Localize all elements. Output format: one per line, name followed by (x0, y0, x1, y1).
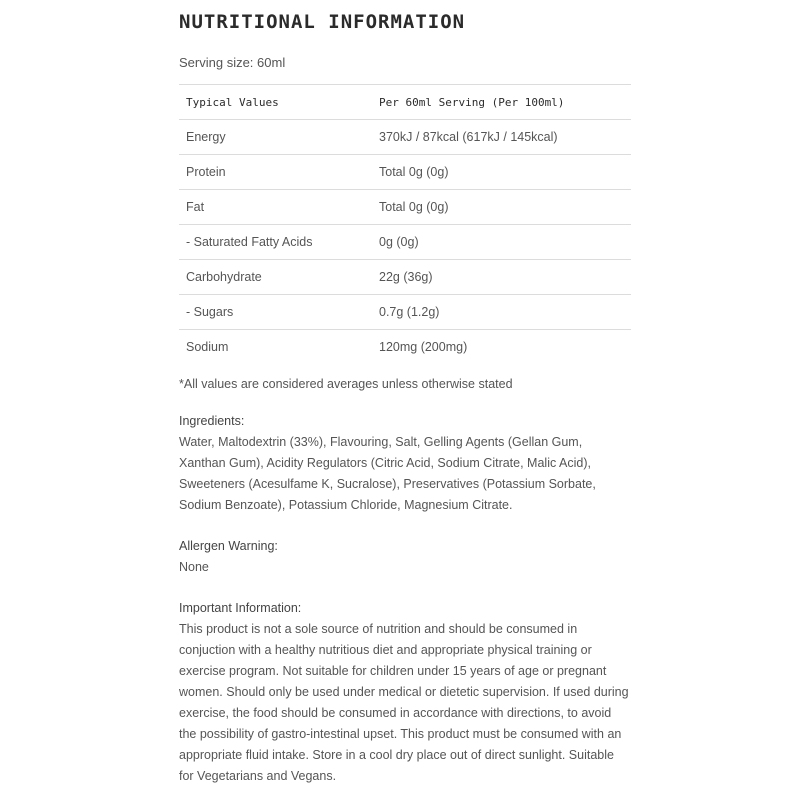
nutrient-value: Total 0g (0g) (372, 155, 631, 190)
serving-size: Serving size: 60ml (179, 55, 286, 70)
column-header-per-serving: Per 60ml Serving (Per 100ml) (372, 85, 631, 120)
table-row (179, 295, 631, 330)
table-row (179, 190, 631, 225)
important-info-heading: Important Information: (179, 601, 302, 615)
column-header-typical-values: Typical Values (179, 85, 372, 120)
nutrient-value: 0.7g (1.2g) (372, 295, 631, 330)
nutrient-value: 120mg (200mg) (379, 340, 468, 354)
nutrient-value: 0g (0g) (372, 225, 631, 260)
nutrient-name: Sodium (186, 340, 229, 354)
allergen-text: None (179, 560, 209, 574)
ingredients-heading: Ingredients: (179, 414, 245, 428)
ingredients-section (179, 411, 631, 516)
ingredients-text: Water, Maltodextrin (33%), Flavouring, Salt, Gelling Agents (Gellan Gum, Xanthan Gum), Acidity Regulators (Citric Acid, Sodium Citrate, Malic Acid), Sweeteners (Acesulfame K, Sucralose), Preservatives (Potassium Sorbate, Sodium Benzoate), Potassium Chloride, Magnesium Citrate. (179, 435, 596, 512)
nutrient-value: 370kJ / 87kcal (617kJ / 145kcal) (372, 120, 631, 155)
page-title: NUTRITIONAL INFORMATION (179, 11, 466, 33)
nutrient-value: Total 0g (0g) (372, 190, 631, 225)
table-row (179, 225, 631, 260)
important-info-text: This product is not a sole source of nutrition and should be consumed in conjuction with a healthy nutritious diet and appropriate physical training or exercise program. Not suitable for children under 15 years of age or pregnant women. Should only be used under medical or dietetic supervision. If used during exercise, the food should be consumed in accordance with directions, to avoid the possibility of gastro-intestinal upset. This product must be consumed with an appropriate fluid intake. Store in a cool dry place out of direct sunlight. Suitable for Vegetarians and Vegans. (179, 622, 629, 783)
nutrient-name: Fat (179, 190, 372, 225)
nutrition-panel (179, 10, 631, 783)
table-row (179, 330, 631, 365)
nutrient-name: Energy (179, 120, 372, 155)
table-row (179, 155, 631, 190)
table-row (179, 260, 631, 295)
nutrient-value: 22g (36g) (372, 260, 631, 295)
table-row (179, 120, 631, 155)
nutrition-table (179, 84, 631, 364)
table-header-row (179, 85, 631, 120)
averages-footnote: *All values are considered averages unless otherwise stated (179, 377, 513, 391)
allergen-heading: Allergen Warning: (179, 539, 278, 553)
nutrient-name: Carbohydrate (179, 260, 372, 295)
nutrient-name: - Saturated Fatty Acids (179, 225, 372, 260)
allergen-section (179, 536, 631, 578)
important-info-section (179, 598, 631, 787)
nutrient-name: - Sugars (179, 295, 372, 330)
nutrient-name: Protein (179, 155, 372, 190)
